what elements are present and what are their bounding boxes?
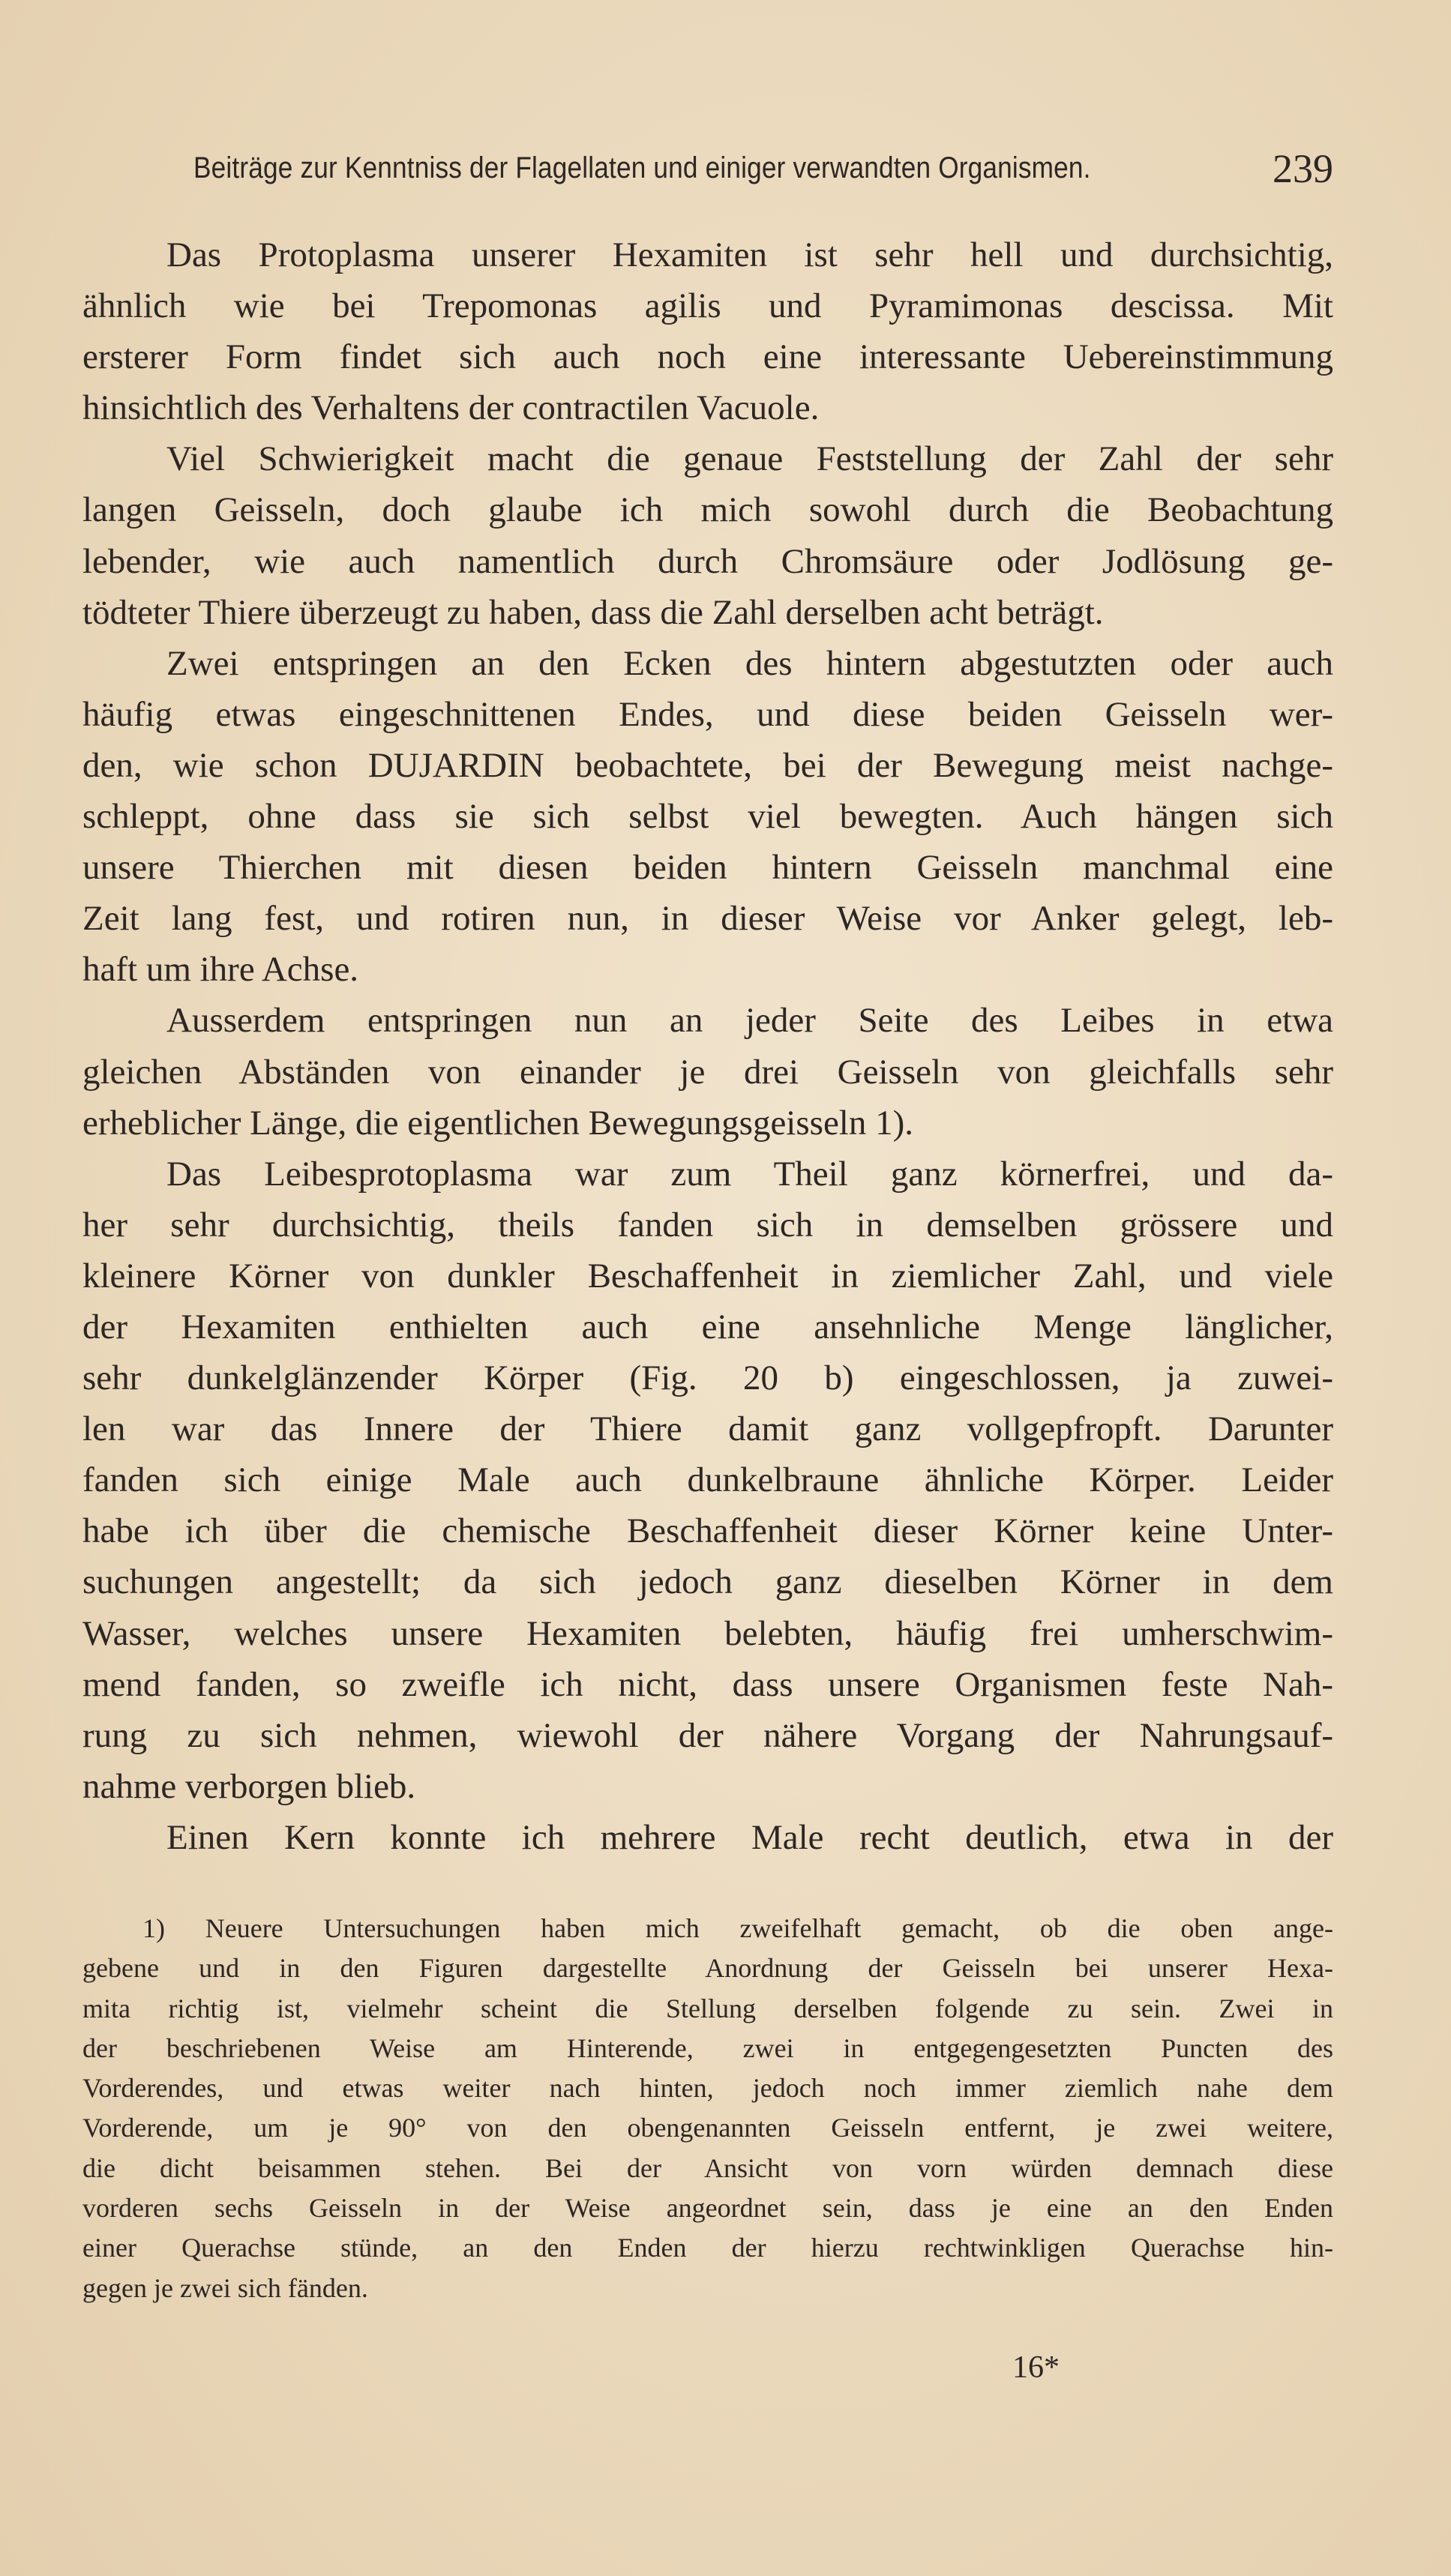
printer-signature-mark: 16* <box>1012 2350 1060 2385</box>
running-head-title: Beiträge zur Kenntniss der Flagellaten und einiger verwandten Organismen. <box>193 151 1091 184</box>
page-number: 239 <box>1273 146 1333 191</box>
text-line: ähnlich wie bei Trepomonas agilis und Pyramimonas descissa. Mit <box>82 286 1333 326</box>
text-line: tödteter Thiere überzeugt zu haben, dass die Zahl derselben acht beträgt. <box>82 592 1104 632</box>
text-line: Viel Schwierigkeit macht die genaue Feststellung der Zahl der sehr <box>166 439 1333 479</box>
footnote-line: gegen je zwei sich fänden. <box>82 2272 368 2303</box>
text-line: haft um ihre Achse. <box>82 950 359 990</box>
text-line: nahme verborgen blieb. <box>82 1766 416 1806</box>
footnote-line: vorderen sechs Geisseln in der Weise angeordnet sein, dass je eine an den Enden <box>82 2193 1333 2224</box>
text-line: rung zu sich nehmen, wiewohl der nähere Vorgang der Nahrungsauf- <box>82 1715 1333 1755</box>
text-line: fanden sich einige Male auch dunkelbraune ähnliche Körper. Leider <box>82 1460 1333 1500</box>
text-line: Wasser, welches unsere Hexamiten belebten, häufig frei umherschwim- <box>82 1613 1333 1653</box>
text-line: schleppt, ohne dass sie sich selbst viel bewegten. Auch hängen sich <box>82 797 1333 837</box>
text-line: der Hexamiten enthielten auch eine ansehnliche Menge länglicher, <box>82 1307 1333 1346</box>
footnote <box>82 1909 1333 2308</box>
footnote-line: Vorderende, um je 90° von den obengenannten Geisseln entfernt, je zwei weitere, <box>82 2113 1333 2143</box>
text-line: mend fanden, so zweifle ich nicht, dass unsere Organismen feste Nah- <box>82 1664 1333 1704</box>
text-line: Einen Kern konnte ich mehrere Male recht deutlich, etwa in der <box>166 1817 1333 1857</box>
text-line: kleinere Körner von dunkler Beschaffenheit in ziemlicher Zahl, und viele <box>82 1256 1333 1295</box>
footnote-line: einer Querachse stünde, an den Enden der hierzu rechtwinkligen Querachse hin- <box>82 2233 1333 2263</box>
text-line: her sehr durchsichtig, theils fanden sich in demselben grössere und <box>82 1205 1333 1245</box>
text-line: habe ich über die chemische Beschaffenheit dieser Körner keine Unter- <box>82 1511 1333 1551</box>
text-line: Zwei entspringen an den Ecken des hintern abgestutzten oder auch <box>166 643 1333 683</box>
footnote-line: gebene und in den Figuren dargestellte Anordnung der Geisseln bei unserer Hexa- <box>82 1953 1333 1984</box>
text-line: erheblicher Länge, die eigentlichen Bewegungsgeisseln 1). <box>82 1103 914 1143</box>
footnote-line: 1) Neuere Untersuchungen haben mich zweifelhaft gemacht, ob die oben ange- <box>142 1913 1333 1943</box>
text-line: Ausserdem entspringen nun an jeder Seite des Leibes in etwa <box>166 1001 1333 1041</box>
main-text <box>82 229 1333 1863</box>
text-line: den, wie schon DUJARDIN beobachtete, bei der Bewegung meist nachge- <box>82 745 1333 785</box>
text-line: hinsichtlich des Verhaltens der contractilen Vacuole. <box>82 388 820 428</box>
footnote-line: die dicht beisammen stehen. Bei der Ansicht von vorn würden demnach diese <box>82 2152 1333 2183</box>
text-line: gleichen Abständen von einander je drei Geisseln von gleichfalls sehr <box>82 1052 1333 1092</box>
text-line: ersterer Form findet sich auch noch eine interessante Uebereinstimmung <box>82 337 1333 377</box>
footnote-line: Vorderendes, und etwas weiter nach hinten, jedoch noch immer ziemlich nahe dem <box>82 2073 1333 2104</box>
text-line: Zeit lang fest, und rotiren nun, in dieser Weise vor Anker gelegt, leb- <box>82 899 1333 939</box>
running-head <box>193 142 1333 195</box>
text-line: unsere Thierchen mit diesen beiden hintern Geisseln manchmal eine <box>82 848 1333 888</box>
text-line: Das Protoplasma unserer Hexamiten ist sehr hell und durchsichtig, <box>166 235 1333 274</box>
footnote-line: der beschriebenen Weise am Hinterende, zwei in entgegengesetzten Puncten des <box>82 2032 1333 2063</box>
text-line: len war das Innere der Thiere damit ganz vollgepfropft. Darunter <box>82 1409 1333 1449</box>
text-line: suchungen angestellt; da sich jedoch ganz dieselben Körner in dem <box>82 1562 1333 1602</box>
text-line: Das Leibesprotoplasma war zum Theil ganz körnerfrei, und da- <box>166 1154 1333 1194</box>
text-line: langen Geisseln, doch glaube ich mich sowohl durch die Beobachtung <box>82 490 1333 530</box>
footnote-line: mita richtig ist, vielmehr scheint die Stellung derselben folgende zu sein. Zwei in <box>82 1993 1333 2023</box>
text-line: lebender, wie auch namentlich durch Chromsäure oder Jodlösung ge- <box>82 541 1333 581</box>
text-line: häufig etwas eingeschnittenen Endes, und diese beiden Geisseln wer- <box>82 694 1333 734</box>
text-line: sehr dunkelglänzender Körper (Fig. 20 b) eingeschlossen, ja zuwei- <box>82 1358 1333 1398</box>
